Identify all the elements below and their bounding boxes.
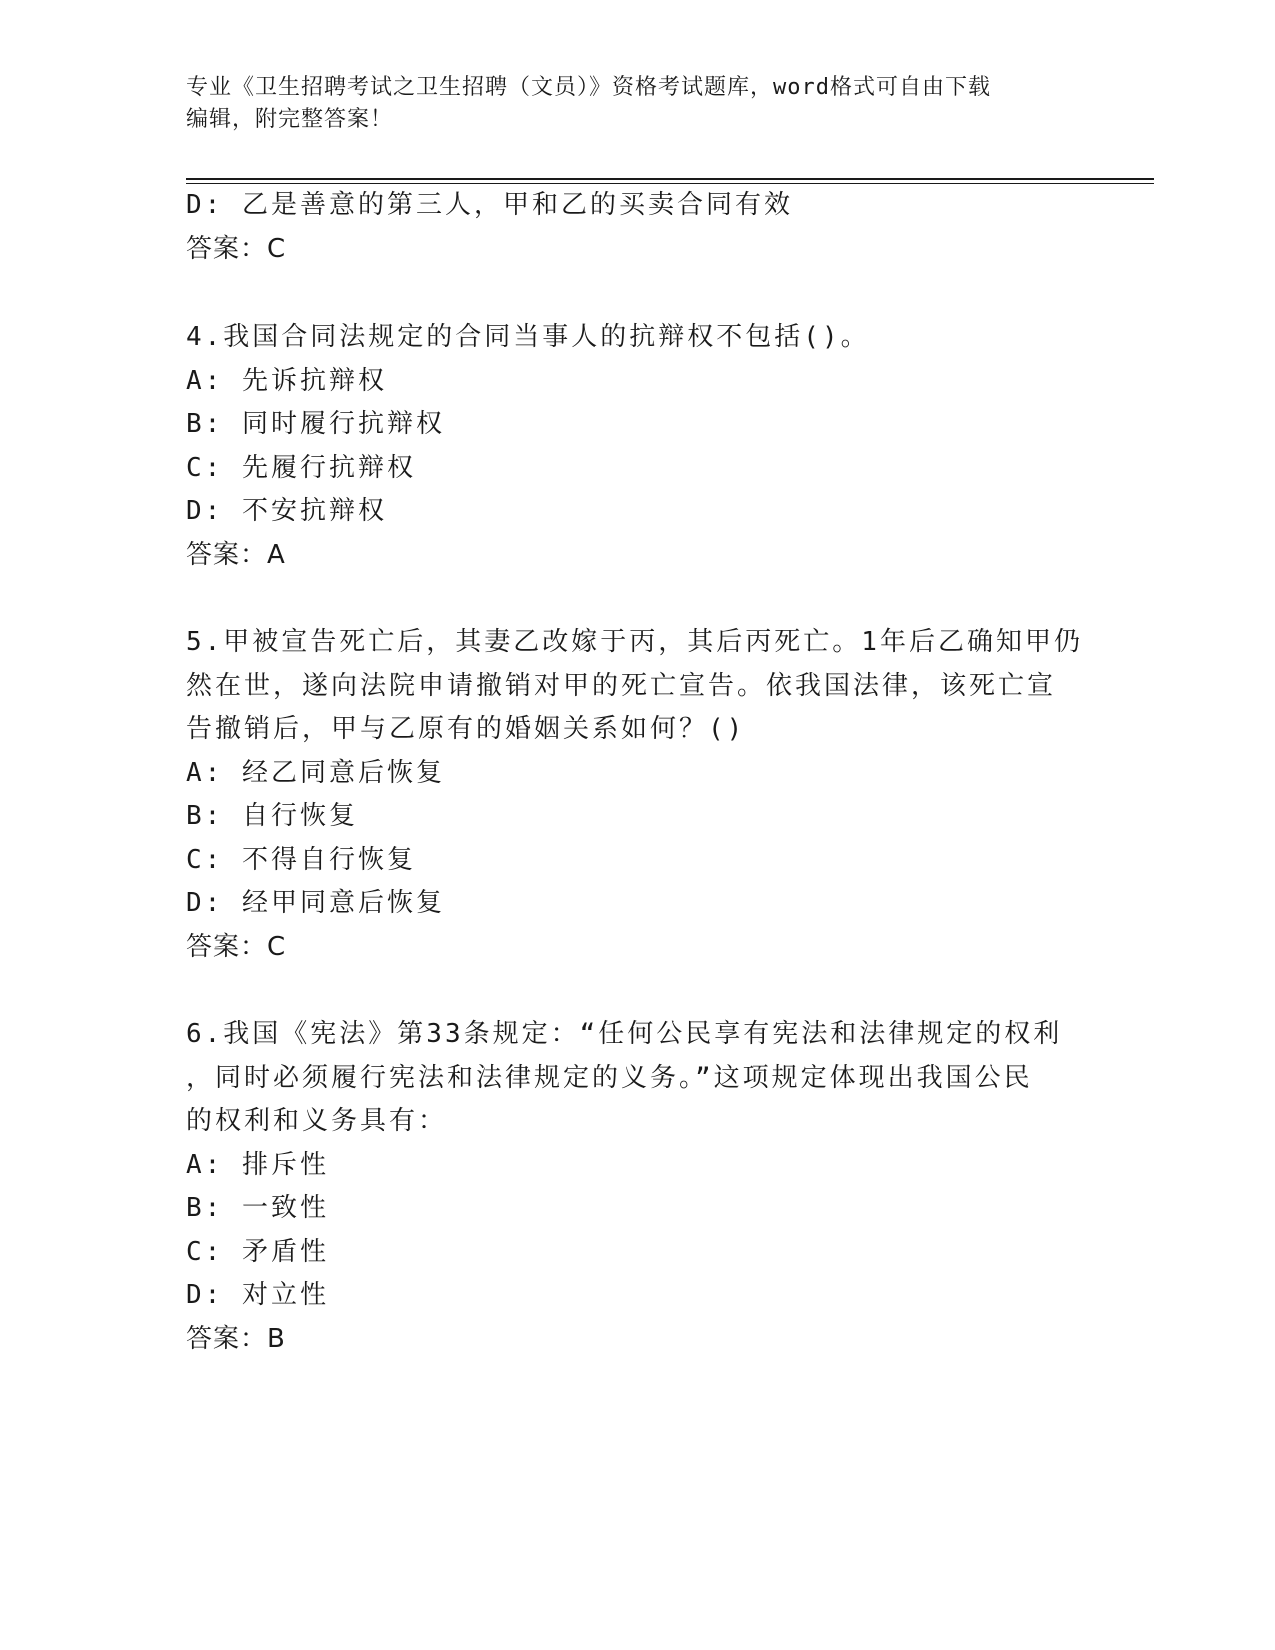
q5-option-d: D: 经甲同意后恢复 [186, 888, 445, 918]
q6-option-b: B: 一致性 [186, 1193, 329, 1223]
prev-option-d: D: 乙是善意的第三人，甲和乙的买卖合同有效 [186, 190, 793, 220]
q5-option-b: B: 自行恢复 [186, 801, 358, 831]
q4-answer: 答案：A [186, 540, 286, 570]
q5-stem-line-1: 5.甲被宣告死亡后，其妻乙改嫁于丙，其后丙死亡。1年后乙确知甲仍 [186, 627, 1083, 657]
prev-answer: 答案：C [186, 234, 287, 264]
header-line-2: 编辑，附完整答案！ [186, 107, 394, 132]
q4-option-c: C: 先履行抗辩权 [186, 453, 416, 483]
q4-stem-line-1: 4.我国合同法规定的合同当事人的抗辩权不包括()。 [186, 322, 870, 352]
q6-stem-line-2: ，同时必须履行宪法和法律规定的义务。”这项规定体现出我国公民 [186, 1063, 1033, 1093]
q6-stem-line-1: 6.我国《宪法》第33条规定：“任何公民享有宪法和法律规定的权利 [186, 1019, 1063, 1049]
q6-option-a: A: 排斥性 [186, 1150, 329, 1180]
header-divider-thin [186, 183, 1154, 184]
q5-answer: 答案：C [186, 932, 287, 962]
q4-option-b: B: 同时履行抗辩权 [186, 409, 445, 439]
q4-option-a: A: 先诉抗辩权 [186, 366, 387, 396]
document-header [186, 72, 1086, 136]
q6-answer: 答案：B [186, 1324, 286, 1354]
q5-option-a: A: 经乙同意后恢复 [186, 758, 445, 788]
q6-stem-line-3: 的权利和义务具有： [186, 1106, 448, 1136]
q5-stem-line-3: 告撤销后，甲与乙原有的婚姻关系如何？() [186, 714, 746, 744]
header-line-1: 专业《卫生招聘考试之卫生招聘（文员）》资格考试题库，word格式可自由下载 [186, 75, 991, 100]
q5-stem-line-2: 然在世，遂向法院申请撤销对甲的死亡宣告。依我国法律，该死亡宣 [186, 671, 1057, 701]
q6-option-c: C: 矛盾性 [186, 1237, 329, 1267]
q5-option-c: C: 不得自行恢复 [186, 845, 416, 875]
q6-option-d: D: 对立性 [186, 1280, 329, 1310]
header-divider-thick [186, 178, 1154, 180]
q4-option-d: D: 不安抗辩权 [186, 496, 387, 526]
